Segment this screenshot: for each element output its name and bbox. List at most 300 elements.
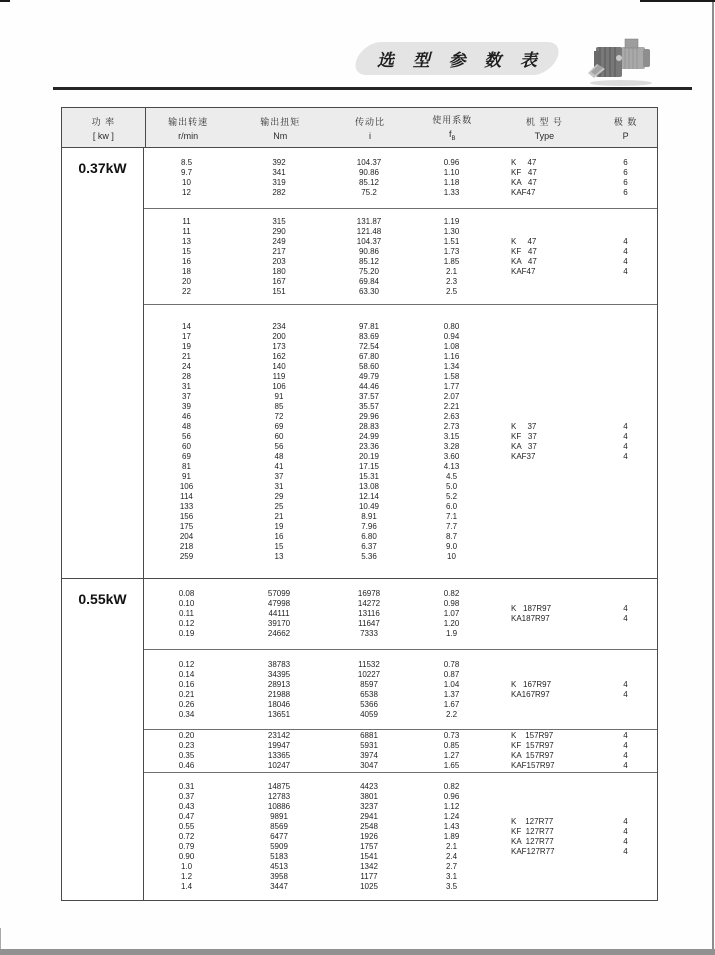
cell: 0.85 — [443, 741, 460, 750]
cell: 5.36 — [361, 551, 377, 561]
col-poles — [594, 422, 657, 462]
cell: 0.55 — [178, 821, 195, 831]
col-ratio — [329, 322, 409, 562]
cell: 60 — [182, 441, 191, 451]
cell: 0.11 — [179, 609, 194, 618]
cell: 1.07 — [443, 609, 460, 618]
header-power-unit: [ kw ] — [92, 130, 114, 141]
cell: 24662 — [267, 629, 291, 638]
header-factor-symbol: $f_B$ — [448, 129, 456, 142]
cell: 69 — [182, 451, 191, 461]
cell: 151 — [272, 286, 286, 296]
cell: 1.77 — [443, 381, 460, 391]
cell: 85.12 — [358, 256, 380, 266]
cell: 131.87 — [356, 216, 382, 226]
cell: 1177 — [360, 871, 378, 881]
cell: 75.2 — [361, 188, 377, 197]
col-speed — [144, 782, 229, 892]
header-service-factor — [410, 108, 495, 147]
cell: 58.60 — [358, 361, 380, 371]
col-poles — [594, 817, 657, 857]
cell: 3.1 — [445, 871, 458, 881]
header-poles-unit: P — [622, 130, 629, 141]
cell: 1.33 — [443, 188, 460, 197]
cell: 23.36 — [358, 441, 380, 451]
cell: 156 — [179, 511, 194, 521]
cell: 4423 — [360, 781, 378, 791]
cell: 0.19 — [178, 629, 195, 638]
cell: 72.54 — [358, 341, 380, 351]
cell: KA 47 — [511, 178, 537, 187]
cell: 3.5 — [445, 881, 458, 891]
cell: 7.7 — [445, 521, 458, 531]
cell: 119 — [272, 371, 286, 381]
cell: 90.86 — [358, 168, 380, 177]
cell: 21988 — [267, 689, 291, 699]
cell: 259 — [179, 551, 194, 561]
cell: 39170 — [267, 619, 291, 628]
cell: KA 127R77 — [511, 836, 554, 846]
cell: 11 — [182, 226, 191, 236]
cell: 0.21 — [178, 689, 195, 699]
cell: 47998 — [267, 599, 291, 608]
cell: 3.15 — [443, 431, 460, 441]
cell: 1.51 — [443, 236, 460, 246]
page-right-edge — [712, 2, 714, 950]
data-block — [144, 579, 657, 649]
header-power-cn: 功 率 — [91, 116, 116, 127]
cell: 0.94 — [443, 331, 460, 341]
cell: 2.1 — [445, 841, 458, 851]
col-ratio — [329, 217, 409, 297]
col-torque — [229, 660, 329, 720]
cell: 4.5 — [445, 471, 458, 481]
cell: 12 — [182, 188, 191, 197]
cell: 0.72 — [178, 831, 195, 841]
cell: K 167R97 — [511, 679, 552, 689]
cell: 0.82 — [443, 589, 460, 598]
cell: 0.78 — [443, 659, 460, 669]
cell: 175 — [179, 521, 194, 531]
cell: 0.35 — [178, 751, 195, 760]
col-poles — [594, 731, 657, 771]
cell: 4 — [623, 679, 628, 689]
col-factor — [409, 782, 494, 892]
cell: 3447 — [270, 881, 288, 891]
col-types — [494, 422, 594, 462]
cell: 2.63 — [443, 411, 460, 421]
cell: 14 — [182, 321, 191, 331]
col-factor — [409, 589, 494, 639]
cell: 4059 — [360, 709, 378, 719]
cell: 13.08 — [358, 481, 380, 491]
cell: KAF37 — [511, 451, 536, 461]
cell: 24.99 — [358, 431, 380, 441]
data-block — [144, 649, 657, 729]
col-types — [494, 158, 594, 198]
cell: 4 — [623, 421, 628, 431]
cell: 0.80 — [443, 321, 460, 331]
cell: 4 — [623, 731, 628, 740]
cell: K 127R77 — [511, 816, 554, 826]
cell: 28 — [182, 371, 191, 381]
cell: 4.13 — [443, 461, 460, 471]
cell: 173 — [272, 341, 286, 351]
col-factor — [409, 322, 494, 562]
header-torque — [230, 108, 330, 147]
cell: 18046 — [267, 699, 291, 709]
cell: 8.5 — [180, 158, 193, 167]
cell: 8569 — [270, 821, 288, 831]
cell: 10886 — [267, 801, 291, 811]
cell: 106 — [272, 381, 286, 391]
cell: 1.16 — [443, 351, 460, 361]
col-types — [494, 817, 594, 857]
cell: KF 37 — [511, 431, 537, 441]
cell: 104.37 — [356, 236, 382, 246]
cell: 0.12 — [178, 659, 195, 669]
gearmotor-photo — [585, 34, 657, 93]
cell: 8.7 — [445, 531, 458, 541]
cell: 0.98 — [443, 599, 460, 608]
cell: 29 — [274, 491, 284, 501]
cell: 0.34 — [178, 709, 195, 719]
cell: 97.81 — [358, 321, 380, 331]
cell: 44.46 — [358, 381, 380, 391]
cell: 63.30 — [358, 286, 380, 296]
cell: 282 — [272, 188, 286, 197]
cell: 16978 — [357, 589, 381, 598]
cell: 6538 — [360, 689, 378, 699]
cell: 0.31 — [178, 781, 195, 791]
scan-corner-mark-left — [0, 0, 10, 2]
col-types — [494, 604, 594, 624]
cell: 12.14 — [358, 491, 380, 501]
cell: 44111 — [268, 609, 290, 618]
cell: 1.9 — [445, 629, 458, 638]
cell: 0.47 — [178, 811, 195, 821]
cell: K 187R97 — [511, 604, 552, 613]
cell: 1.24 — [443, 811, 460, 821]
table-body — [62, 148, 657, 900]
cell: 67.80 — [358, 351, 380, 361]
power-section — [62, 578, 657, 900]
cell: 234 — [272, 321, 286, 331]
cell: 1.65 — [443, 761, 460, 770]
cell: 1.34 — [443, 361, 460, 371]
col-speed — [144, 731, 229, 771]
data-block — [144, 729, 657, 772]
cell: K 37 — [511, 421, 537, 431]
cell: 3958 — [270, 871, 288, 881]
cell: 319 — [272, 178, 286, 187]
cell: 10227 — [357, 669, 381, 679]
cell: 69.84 — [358, 276, 380, 286]
cell: 4 — [623, 751, 628, 760]
cell: 4 — [623, 761, 628, 770]
col-speed — [144, 217, 229, 297]
cell: K 47 — [511, 158, 537, 167]
cell: 3801 — [360, 791, 378, 801]
cell: 4 — [623, 689, 628, 699]
cell: 7333 — [360, 629, 378, 638]
cell: 9.0 — [445, 541, 458, 551]
cell: 4 — [623, 826, 628, 836]
cell: 56 — [274, 441, 284, 451]
cell: 0.12 — [178, 619, 195, 628]
cell: 37 — [274, 471, 284, 481]
cell: 204 — [179, 531, 194, 541]
col-ratio — [329, 782, 409, 892]
cell: 0.96 — [443, 158, 460, 167]
cell: 6881 — [360, 731, 378, 740]
cell: 9.7 — [180, 168, 193, 177]
cell: 8.91 — [361, 511, 377, 521]
cell: 13651 — [267, 709, 291, 719]
cell: K 157R97 — [511, 731, 554, 740]
cell: 4513 — [270, 861, 288, 871]
cell: 3974 — [360, 751, 378, 760]
cell: 31 — [182, 381, 191, 391]
cell: KA187R97 — [511, 614, 550, 623]
gearmotor-icon — [585, 34, 657, 88]
header-ratio-unit: i — [368, 130, 371, 141]
cell: KA 37 — [511, 441, 537, 451]
cell: 2.7 — [445, 861, 458, 871]
cell: 180 — [272, 266, 286, 276]
cell: 0.46 — [178, 761, 195, 770]
cell: 1.89 — [443, 831, 460, 841]
cell: 7.96 — [361, 521, 377, 531]
cell: 5909 — [270, 841, 288, 851]
col-factor — [409, 217, 494, 297]
cell: 106 — [179, 481, 194, 491]
cell: 8597 — [360, 679, 378, 689]
cell: 28913 — [267, 679, 291, 689]
cell: 14875 — [267, 781, 291, 791]
cell: 1.27 — [443, 751, 460, 760]
header-ratio-cn: 传动比 — [354, 116, 385, 127]
cell: 1926 — [360, 831, 378, 841]
data-block — [144, 148, 657, 208]
power-section — [62, 148, 657, 578]
header-poles — [594, 108, 657, 147]
cell: 91 — [274, 391, 284, 401]
cell: 114 — [180, 491, 193, 501]
cell: 0.20 — [178, 731, 195, 740]
cell: 133 — [179, 501, 194, 511]
cell: 0.37 — [178, 791, 195, 801]
cell: KF 127R77 — [511, 826, 554, 836]
cell: 19 — [182, 341, 191, 351]
col-speed — [144, 660, 229, 720]
cell: 217 — [272, 246, 286, 256]
col-torque — [229, 731, 329, 771]
cell: 2.73 — [443, 421, 460, 431]
cell: 69 — [274, 421, 284, 431]
cell: 12783 — [267, 791, 291, 801]
header-type-unit: Type — [534, 130, 555, 141]
header-speed — [146, 108, 231, 147]
cell: 20.19 — [358, 451, 380, 461]
cell: 1.37 — [443, 689, 460, 699]
cell: 13 — [182, 236, 191, 246]
cell: 6 — [623, 168, 628, 177]
cell: 2548 — [360, 821, 378, 831]
cell: 1.30 — [443, 226, 460, 236]
cell: 167 — [272, 276, 286, 286]
header-torque-cn: 输出扭矩 — [260, 116, 301, 127]
cell: 3047 — [360, 761, 378, 770]
section-blocks — [144, 579, 657, 900]
cell: 0.26 — [178, 699, 195, 709]
cell: 4 — [623, 741, 628, 750]
cell: KAF47 — [511, 266, 536, 276]
header-factor-cn: 使用系数 — [432, 115, 473, 126]
cell: 49.79 — [358, 371, 380, 381]
cell: 249 — [272, 236, 286, 246]
col-speed — [144, 322, 229, 562]
col-types — [494, 237, 594, 277]
cell: 4 — [623, 451, 628, 461]
data-block — [144, 208, 657, 304]
cell: 2.3 — [445, 276, 458, 286]
cell: 6 — [623, 188, 628, 197]
cell: 4 — [623, 266, 628, 276]
cell: 39 — [182, 401, 191, 411]
cell: 0.23 — [178, 741, 195, 750]
cell: 16 — [274, 531, 284, 541]
cell: 5.0 — [445, 481, 458, 491]
data-block — [144, 772, 657, 900]
cell: 1.43 — [443, 821, 460, 831]
cell: 2.5 — [445, 286, 458, 296]
col-torque — [229, 158, 329, 198]
cell: 4 — [623, 816, 628, 826]
cell: 2.2 — [445, 709, 458, 719]
cell: 16 — [182, 256, 191, 266]
cell: KA 157R97 — [511, 751, 554, 760]
cell: 11647 — [358, 619, 380, 628]
cell: 0.73 — [443, 731, 460, 740]
cell: 4 — [623, 441, 628, 451]
cell: 104.37 — [356, 158, 382, 167]
cell: 0.82 — [443, 781, 460, 791]
cell: 1.20 — [443, 619, 460, 628]
col-ratio — [329, 589, 409, 639]
cell: 23142 — [267, 731, 291, 740]
cell: 1342 — [360, 861, 378, 871]
col-torque — [229, 589, 329, 639]
cell: 85.12 — [358, 178, 380, 187]
col-speed — [144, 158, 229, 198]
cell: 1757 — [360, 841, 378, 851]
cell: 315 — [272, 216, 286, 226]
cell: 17.15 — [358, 461, 380, 471]
cell: 7.1 — [445, 511, 458, 521]
cell: 24 — [182, 361, 191, 371]
table-header-row — [62, 108, 657, 148]
cell: 10 — [182, 178, 191, 187]
cell: 218 — [179, 541, 194, 551]
cell: 41 — [274, 461, 284, 471]
page-left-edge — [0, 928, 1, 950]
cell: 60 — [274, 431, 284, 441]
cell: 17 — [182, 331, 191, 341]
col-factor — [409, 158, 494, 198]
cell: KA167R97 — [511, 689, 550, 699]
cell: 5931 — [360, 741, 378, 750]
cell: 1.4 — [180, 881, 193, 891]
power-label: 0.37kW — [62, 148, 144, 578]
cell: 22 — [182, 286, 191, 296]
cell: 48 — [182, 421, 191, 431]
cell: 10247 — [267, 761, 291, 770]
header-power — [62, 108, 146, 147]
cell: 21 — [274, 511, 284, 521]
col-types — [494, 731, 594, 771]
cell: 9891 — [270, 811, 288, 821]
cell: 15 — [274, 541, 284, 551]
cell: 38783 — [267, 659, 291, 669]
header-speed-cn: 输出转速 — [168, 116, 209, 127]
col-torque — [229, 322, 329, 562]
cell: 20 — [182, 276, 191, 286]
selection-parameter-table — [61, 107, 658, 901]
cell: 11532 — [358, 659, 380, 669]
cell: 4 — [623, 256, 628, 266]
cell: KF 47 — [511, 246, 537, 256]
cell: 21 — [182, 351, 191, 361]
cell: 121.48 — [356, 226, 382, 236]
data-block — [144, 304, 657, 578]
cell: 290 — [272, 226, 286, 236]
cell: 19947 — [267, 741, 291, 750]
cell: 1.18 — [443, 178, 460, 187]
cell: 6477 — [270, 831, 288, 841]
cell: 90.86 — [358, 246, 380, 256]
page-title-badge — [350, 42, 565, 75]
cell: 1.08 — [443, 341, 460, 351]
page-title: 选 型 参 数 表 — [377, 51, 544, 70]
cell: 48 — [274, 451, 284, 461]
cell: 1.67 — [443, 699, 460, 709]
cell: 3.28 — [443, 441, 460, 451]
cell: 1.10 — [443, 168, 460, 177]
col-factor — [409, 731, 494, 771]
cell: 5183 — [270, 851, 288, 861]
cell: 2.07 — [443, 391, 460, 401]
cell: 4 — [623, 246, 628, 256]
header-type-cn: 机 型 号 — [525, 116, 563, 127]
cell: 18 — [182, 266, 191, 276]
cell: 2.1 — [445, 266, 458, 276]
cell: 75.20 — [358, 266, 380, 276]
cell: 2941 — [360, 811, 378, 821]
cell: K 47 — [511, 236, 537, 246]
section-blocks — [144, 148, 657, 578]
cell: 5.2 — [445, 491, 458, 501]
cell: 4 — [623, 836, 628, 846]
col-poles — [594, 680, 657, 700]
cell: 4 — [623, 236, 628, 246]
cell: 13 — [274, 551, 284, 561]
header-torque-unit: Nm — [273, 130, 288, 141]
cell: 35.57 — [358, 401, 380, 411]
cell: 15.31 — [358, 471, 380, 481]
cell: KAF157R97 — [511, 761, 555, 770]
col-poles — [594, 604, 657, 624]
